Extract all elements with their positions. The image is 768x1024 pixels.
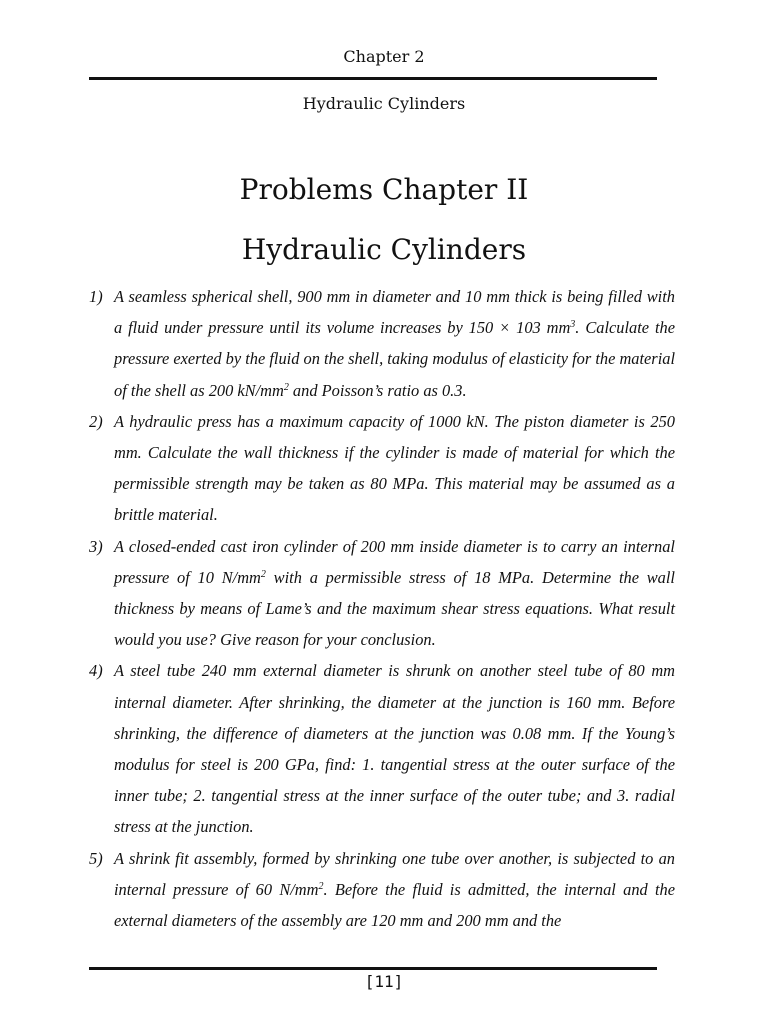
problem-text-part: and Poisson’s ratio as 0.3. [288, 380, 467, 400]
problem-text: A hydraulic press has a maximum capacity of 1000 kN. The piston diameter is 250 mm. Calculate the wall thickness if the cylinder is made of material for which the permissible strength may be taken as 80 MPa. This material may be assumed as a brittle material. [114, 411, 675, 525]
problem-text-part: . Before the fluid is admitted, the internal and the external diameters of the assembly are 120 mm and 200 mm and the [114, 879, 675, 931]
superscript: 2 [283, 381, 289, 393]
page-title-line-2: Hydraulic Cylinders [241, 233, 527, 266]
problem-number: 3) [89, 536, 103, 556]
problem-item-1 [89, 281, 675, 406]
problem-text [114, 843, 675, 937]
problem-text-part: . Calculate the pressure exerted by the fluid on the shell, taking modulus of elasticity for the material of the shell as 200 kN/mm [114, 318, 675, 400]
problem-text [114, 281, 675, 406]
problem-number: 5) [89, 848, 103, 868]
problem-text-part: A closed-ended cast iron cylinder of 200 mm inside diameter is to carry an internal pressure of 10 N/mm [114, 536, 675, 587]
superscript: 2 [318, 880, 324, 892]
superscript: 3 [570, 319, 576, 331]
superscript: 2 [260, 568, 266, 580]
problem-number: 2) [89, 411, 103, 431]
problem-item-3 [89, 531, 675, 656]
footer-rule [89, 967, 657, 970]
problem-item-4 [89, 655, 675, 842]
problem-number: 1) [89, 287, 103, 306]
problem-item-5 [89, 843, 675, 937]
running-header-subtitle: Hydraulic Cylinders [302, 94, 466, 113]
page-title-line-1: Problems Chapter II [239, 173, 529, 206]
problem-text-part: A seamless spherical shell, 900 mm in diameter and 10 mm thick is being filled with a fluid under pressure until its volume increases by 150 × 103 mm [114, 287, 675, 338]
problem-item-2 [89, 406, 675, 531]
problem-text: A steel tube 240 mm external diameter is shrunk on another steel tube of 80 mm internal diameter. After shrinking, the diameter at the junction is 160 mm. Before shrinking, the difference of diameters at the junction was 0.08 mm. If the Young’s modulus for steel is 200 GPa, find: 1. tangential stress at the outer surface of the inner tube; 2. tangential stress at the inner surface of the outer tube; and 3. radial stress at the junction. [114, 661, 675, 837]
running-header-chapter: Chapter 2 [343, 47, 425, 66]
problem-text [114, 531, 675, 656]
page-number: [11] [364, 972, 404, 991]
problem-number: 4) [89, 661, 103, 681]
problem-text-part: A shrink fit assembly, formed by shrinking one tube over another, is subjected to an internal pressure of 60 N/mm [114, 848, 675, 899]
problem-text-part: with a permissible stress of 18 MPa. Determine the wall thickness by means of Lame’s and the maximum shear stress equations. What result would you use? Give reason for your conclusion. [114, 567, 675, 650]
problem-list [89, 281, 675, 936]
header-rule [89, 77, 657, 80]
